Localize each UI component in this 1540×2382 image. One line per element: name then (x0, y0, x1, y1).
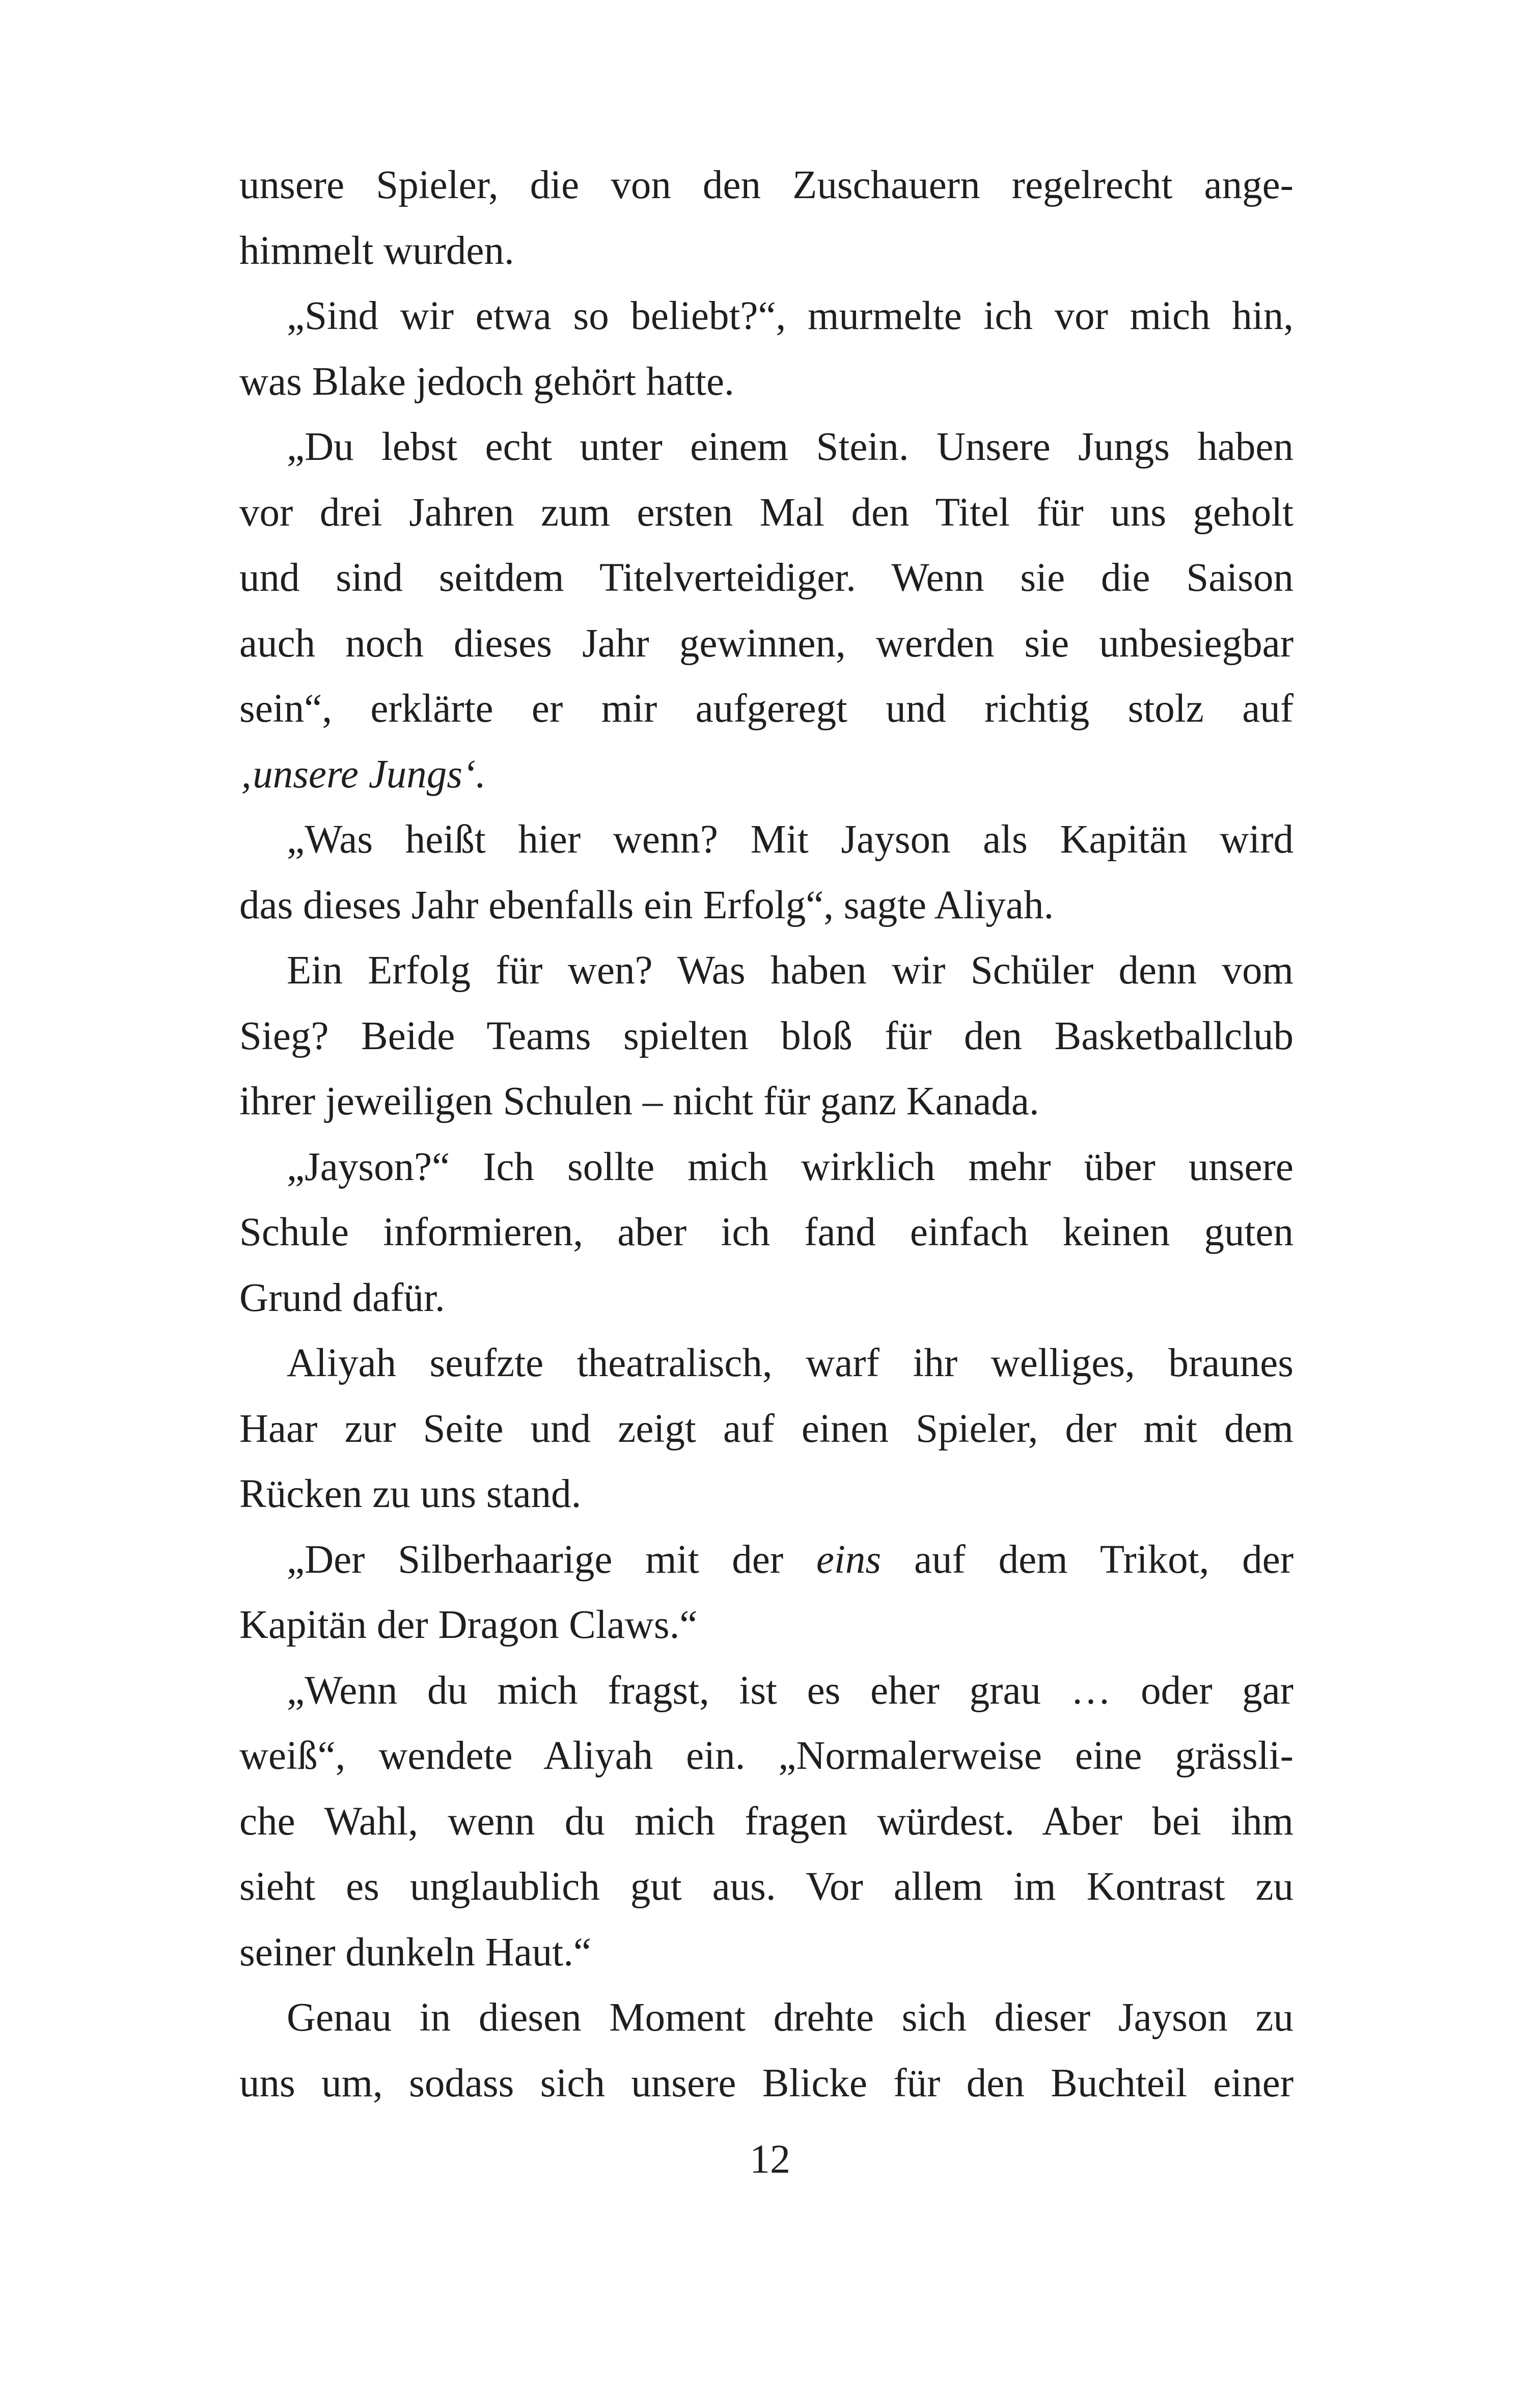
paragraph (239, 1527, 1294, 1658)
text-line: auch noch dieses Jahr gewinnen, werden sie unbesiegbar (239, 621, 1294, 666)
text-line: „Wenn du mich fragst, ist es eher grau … oder gar (287, 1668, 1294, 1713)
text-line: Grund dafür. (239, 1275, 445, 1320)
text-line: seiner dunkeln Haut.“ (239, 1930, 592, 1975)
emphasis: eins (816, 1537, 882, 1582)
text-line: unsere Spieler, die von den Zuschauern regelrecht ange- (239, 163, 1294, 207)
text-line: „Jayson?“ Ich sollte mich wirklich mehr über unsere (287, 1144, 1294, 1189)
paragraph (239, 1658, 1294, 1986)
paragraph (239, 807, 1294, 938)
text-line: himmelt wurden. (239, 228, 514, 273)
text-line: „Sind wir etwa so beliebt?“, murmelte ich vor mich hin, (287, 294, 1294, 338)
paragraph (239, 1331, 1294, 1527)
text-line: „Du lebst echt unter einem Stein. Unsere Jungs haben (287, 425, 1294, 469)
page-number: 12 (750, 2137, 790, 2182)
text-line: sieht es unglaublich gut aus. Vor allem im Kontrast zu (239, 1865, 1294, 1909)
text-line: Sieg? Beide Teams spielten bloß für den Basketballclub (239, 1014, 1294, 1058)
text-line: Genau in diesen Moment drehte sich dieser Jayson zu (287, 1995, 1294, 2040)
text-line: „Was heißt hier wenn? Mit Jayson als Kapitän wird (287, 817, 1294, 862)
text-line: che Wahl, wenn du mich fragen würdest. Aber bei ihm (239, 1799, 1294, 1844)
text-line: das dieses Jahr ebenfalls ein Erfolg“, sagte Aliyah. (239, 883, 1054, 927)
text-line: ‚unsere Jungs‘. (239, 752, 486, 797)
paragraph (239, 1135, 1294, 1331)
paragraph (239, 153, 1294, 284)
text-line: und sind seitdem Titelverteidiger. Wenn sie die Saison (239, 556, 1294, 600)
paragraph (239, 284, 1294, 415)
text-line: sein“, erklärte er mir aufgeregt und richtig stolz auf (239, 687, 1294, 731)
text-line: vor drei Jahren zum ersten Mal den Titel für uns geholt (239, 490, 1294, 535)
text-line: Ein Erfolg für wen? Was haben wir Schüler denn vom (287, 948, 1294, 993)
text-line: Kapitän der Dragon Claws.“ (239, 1603, 698, 1647)
text-line: Schule informieren, aber ich fand einfach keinen guten (239, 1210, 1294, 1254)
text-line: Aliyah seufzte theatralisch, warf ihr welliges, braunes (287, 1341, 1294, 1385)
paragraph (239, 415, 1294, 807)
paragraph (239, 938, 1294, 1135)
body-text (239, 153, 1294, 2116)
paragraph (239, 1985, 1294, 2116)
text-line: weiß“, wendete Aliyah ein. „Normalerweise eine grässli- (239, 1734, 1294, 1778)
text-line: uns um, sodass sich unsere Blicke für den Buchteil einer (239, 2061, 1294, 2105)
text-line: ihrer jeweiligen Schulen – nicht für ganz Kanada. (239, 1079, 1039, 1124)
text-line: was Blake jedoch gehört hatte. (239, 359, 734, 404)
text-line: Rücken zu uns stand. (239, 1472, 582, 1516)
text-line: „Der Silberhaarige mit der eins auf dem Trikot, der (287, 1537, 1294, 1582)
text-line: Haar zur Seite und zeigt auf einen Spieler, der mit dem (239, 1406, 1294, 1451)
